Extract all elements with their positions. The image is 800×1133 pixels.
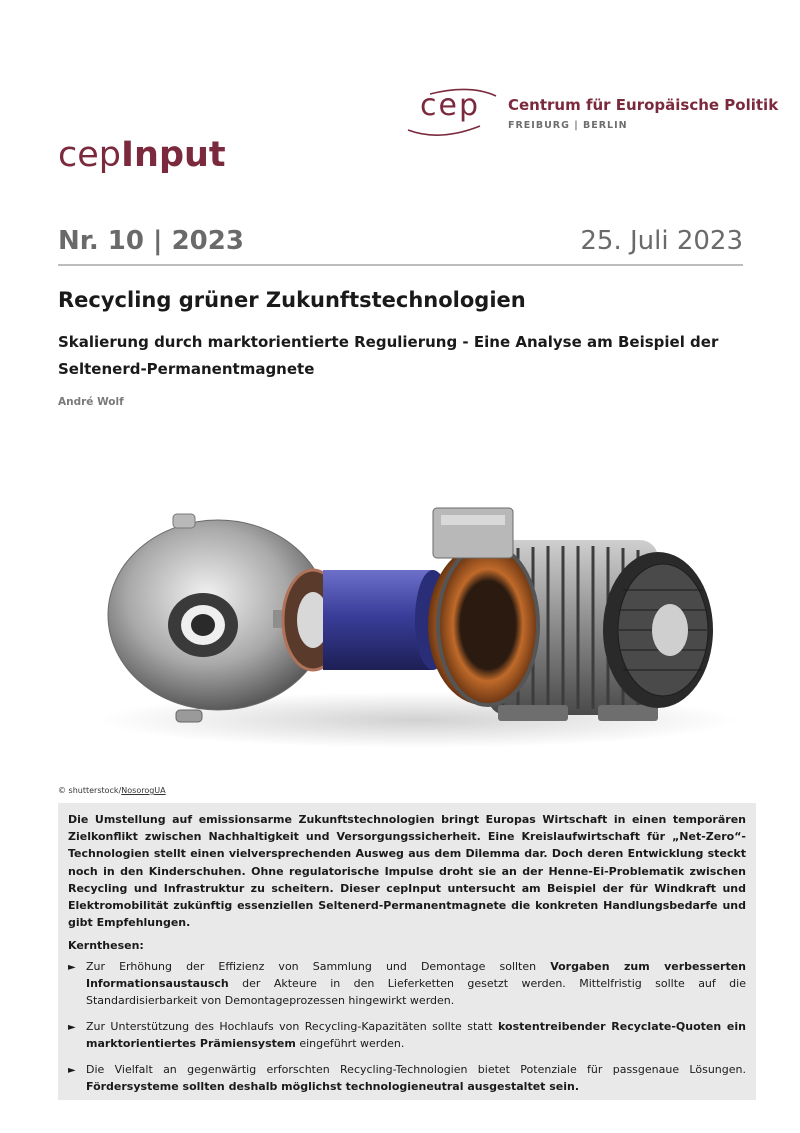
publication-brand [58, 135, 226, 175]
thesis-text-pre: Die Vielfalt an gegenwärtig erforschten Recycling-Technologien bietet Potenziale für passgenaue Lösungen. [86, 1063, 746, 1077]
thesis-text-bold: Vorgaben zum verbesserten Informationsaustausch [86, 960, 747, 991]
credit-prefix: © shutterstock/ [58, 786, 122, 795]
header-divider [58, 264, 743, 266]
thesis-text-pre: Zur Erhöhung der Effizienz von Sammlung und Demontage sollten [86, 960, 551, 974]
org-name: Centrum für Europäische Politik [508, 96, 779, 114]
thesis-item [68, 958, 746, 1009]
kernthesen-heading: Kernthesen: [68, 939, 144, 953]
thesis-text [86, 1018, 746, 1052]
summary-text: Die Umstellung auf emissionsarme Zukunftstechnologien bringt Europas Wirtschaft in einen temporären Zielkonflikt zwischen Nachhaltigkeit und Versorgungssicherheit. Eine Kreislaufwirtschaft für „Net-Zero“-Technologien stellt einen vielversprechenden Ausweg aus dem Dilemma dar. Doch deren Entwicklung steckt noch in den Kinderschuhen. Ohne regulatorische Impulse droht sie an der Henne-Ei-Problematik zwischen Recycling und Infrastruktur zu scheitern. Dieser cepInput untersucht am Beispiel der für Windkraft und Elektromobilität zukünftig essenziellen Seltenerd-Permanentmagnete die konkreten Handlungsbedarfe und gibt Empfehlungen. [68, 813, 746, 930]
thesis-item [68, 1061, 746, 1095]
bullet-arrow-icon: ► [68, 1022, 76, 1034]
thesis-text [86, 958, 746, 1009]
thesis-text [86, 1061, 746, 1095]
document-subtitle: Skalierung durch marktorientierte Regulierung - Eine Analyse am Beispiel der Seltenerd-Permanentmagnete [58, 333, 719, 378]
image-credit [58, 786, 166, 795]
bullet-arrow-icon: ► [68, 1065, 76, 1077]
summary-box [58, 803, 756, 1100]
thesis-text-bold: Fördersysteme sollten deshalb möglichst technologieneutral ausgestaltet sein. [86, 1080, 580, 1094]
electric-motor-image [58, 420, 748, 785]
issue-number: Nr. 10 | 2023 [58, 226, 244, 256]
brand-thin: cep [58, 135, 121, 175]
logo-mark: cep [420, 88, 480, 123]
author-name: André Wolf [58, 396, 124, 408]
brand-bold: Input [121, 135, 226, 175]
thesis-text-post: der Akteure in den Lieferketten gesetzt werden. Mittelfristig sollte auf die Standardisierbarkeit von Demontageprozessen hingewirkt werden. [86, 977, 746, 1008]
credit-link[interactable]: NosorogUA [121, 786, 166, 795]
thesis-text-bold: kostentreibender Recyclate-Quoten ein marktorientiertes Prämiensystem [86, 1020, 746, 1051]
org-locations: FREIBURG | BERLIN [508, 120, 628, 131]
issue-date: 25. Juli 2023 [580, 226, 743, 256]
document-title: Recycling grüner Zukunftstechnologien [58, 288, 526, 312]
thesis-text-post: eingeführt werden. [295, 1037, 405, 1051]
thesis-text-pre: Zur Unterstützung des Hochlaufs von Recycling-Kapazitäten sollte statt [86, 1020, 499, 1034]
bullet-arrow-icon: ► [68, 962, 76, 974]
thesis-item [68, 1018, 746, 1052]
